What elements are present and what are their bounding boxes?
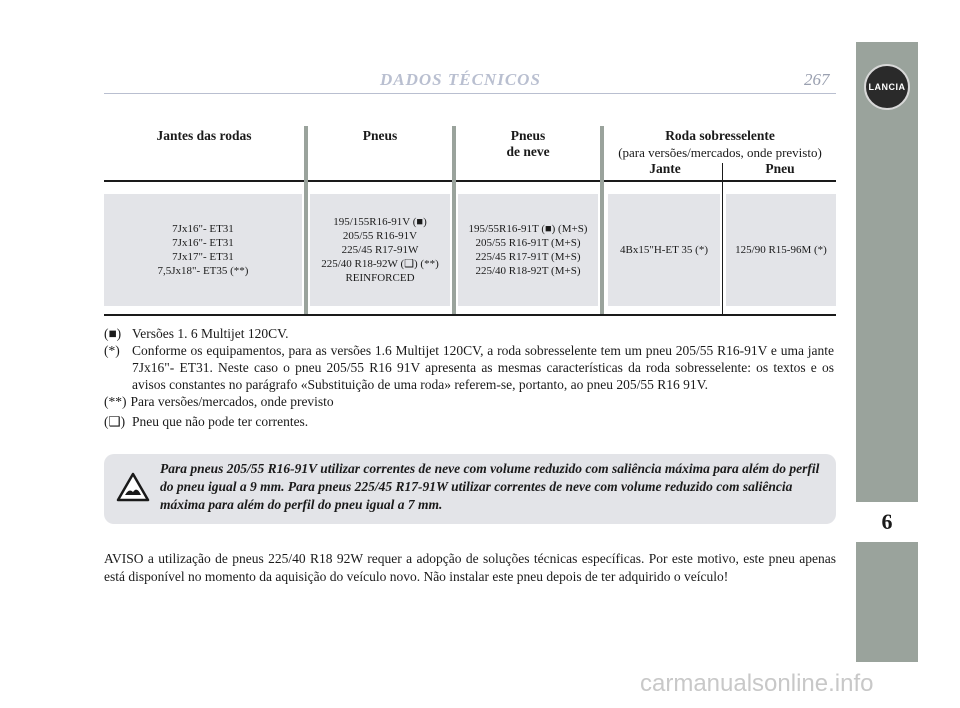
warning-text: Para pneus 205/55 R16-91V utilizar correntes de neve com volume reduzido com saliência máxima para além do perfil do pneu igual a 9 mm. Para pneus 225/45 R17-91W utilizar correntes de neve com volume reduzido com saliência máxima para além do perfil do pneu igual a 7 mm. bbox=[160, 461, 820, 512]
table-bottom-rule bbox=[104, 314, 836, 316]
footnote: (■) Versões 1. 6 Multijet 120CV. bbox=[104, 326, 289, 341]
footnote: (❑) Pneu que não pode ter correntes. bbox=[104, 414, 309, 429]
header-tyres: Pneus bbox=[362, 128, 398, 143]
warning-box bbox=[104, 454, 836, 524]
header-rims: Jantes das rodas bbox=[156, 128, 252, 143]
warning-triangle-icon bbox=[116, 472, 150, 502]
footnote: (*) Conforme os equipamentos, para as versões 1.6 Multijet 120CV, a roda sobresselente tem um pneu 205/55 R16-91V e uma jante 7Jx16"- ET31. Neste caso o pneu 205/55 R16 91V apresenta as mesmas características da roda sobresselente: os textos e os avisos constantes no parágrafo «Substituição de uma roda» referem-se, portanto, ao pneu 205/55 R16 91V. bbox=[104, 343, 834, 392]
lancia-logo: LANCIA bbox=[864, 64, 910, 110]
header-rule bbox=[104, 93, 836, 94]
chapter-number: 6 bbox=[856, 502, 918, 542]
cell-rims: 7Jx16"- ET31 7Jx16"- ET31 7Jx17"- ET31 7,5Jx18"- ET35 (**) bbox=[104, 194, 302, 306]
header-spare-tyre: Pneu bbox=[765, 161, 795, 176]
table-top-rule bbox=[104, 180, 836, 182]
column-separator bbox=[304, 126, 308, 314]
header-spare-sub: (para versões/mercados, onde previsto) bbox=[618, 145, 822, 160]
page-number: 267 bbox=[804, 70, 830, 89]
header-spare-rim: Jante bbox=[649, 161, 681, 176]
spare-subseparator bbox=[722, 163, 723, 314]
cell-spare-rim: 4Bx15"H-ET 35 (*) bbox=[608, 194, 720, 306]
watermark: carmanualsonline.info bbox=[640, 670, 874, 697]
header-snow-line2: de neve bbox=[506, 144, 550, 159]
footnote: (**) Para versões/mercados, onde previsto bbox=[104, 394, 334, 409]
page-title: DADOS TÉCNICOS bbox=[380, 70, 541, 89]
cell-snow-tyres: 195/55R16-91T (■) (M+S) 205/55 R16-91T (M+S) 225/45 R17-91T (M+S) 225/40 R18-92T (M+S) bbox=[458, 194, 598, 306]
cell-spare-tyre: 125/90 R15-96M (*) bbox=[726, 194, 836, 306]
column-separator bbox=[600, 126, 604, 314]
aviso-paragraph: AVISO a utilização de pneus 225/40 R18 92W requer a adopção de soluções técnicas específicas. Por este motivo, este pneu apenas está disponível no momento da aquisição do veículo novo. Não instalar este pneu depois de ter adquirido o veículo! bbox=[104, 551, 836, 584]
cell-tyres: 195/155R16-91V (■) 205/55 R16-91V 225/45 R17-91W 225/40 R18-92W (❑) (**) REINFORCED bbox=[310, 194, 450, 306]
header-snow-line1: Pneus bbox=[510, 128, 546, 143]
footnotes bbox=[104, 325, 834, 430]
header-spare: Roda sobresselente bbox=[665, 128, 775, 143]
chapter-sidebar bbox=[856, 42, 918, 662]
column-separator bbox=[452, 126, 456, 314]
